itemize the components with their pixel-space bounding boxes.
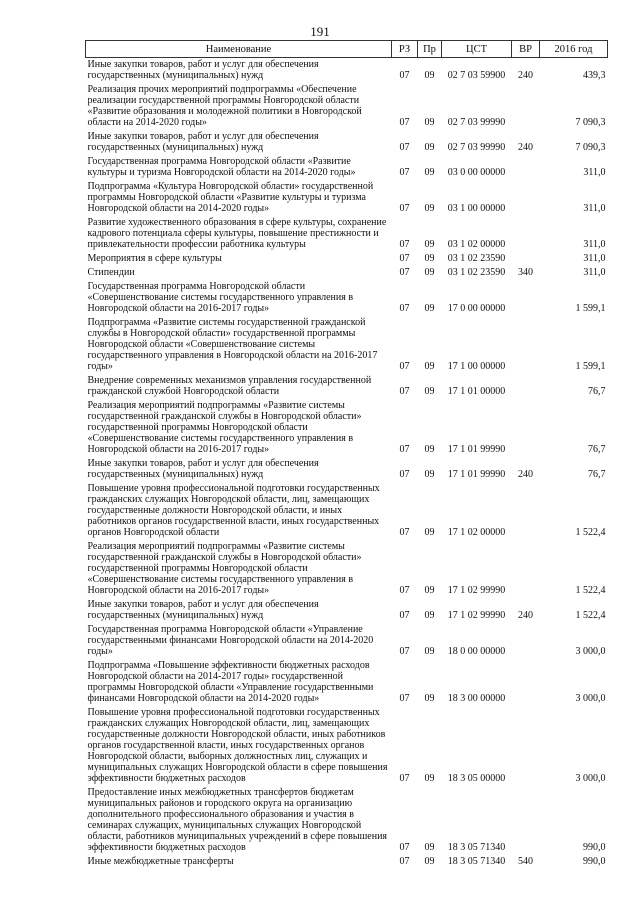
table-row	[86, 659, 608, 706]
row-amount: 76,7	[588, 444, 606, 455]
row-amount: 3 000,0	[575, 646, 606, 657]
table-row	[86, 623, 608, 659]
row-vr	[512, 706, 540, 786]
row-amount: 1 599,1	[575, 361, 606, 372]
row-cst: 03 1 02 00000	[447, 239, 506, 250]
header-cst: ЦСТ	[442, 41, 512, 58]
page-number: 191	[310, 24, 330, 39]
row-cst: 17 1 01 99990	[447, 444, 506, 455]
table-row	[86, 540, 608, 598]
row-cst: 18 3 05 71340	[447, 856, 506, 867]
row-vr	[512, 316, 540, 374]
row-cst: 17 1 02 99990	[447, 585, 506, 596]
row-amount: 76,7	[588, 469, 606, 480]
row-name: Иные закупки товаров, работ и услуг для обеспечения государственных (муниципальных) нужд	[87, 458, 319, 480]
row-cst: 02 7 03 99990	[447, 117, 506, 128]
table-row	[86, 83, 608, 130]
row-amount: 311,0	[583, 167, 606, 178]
row-pr: 09	[424, 267, 435, 278]
row-pr: 09	[424, 117, 435, 128]
row-rz: 07	[399, 610, 410, 621]
row-rz: 07	[399, 203, 410, 214]
table-row	[86, 786, 608, 855]
row-amount: 1 522,4	[575, 610, 606, 621]
row-cst: 17 1 01 99990	[447, 469, 506, 480]
row-pr: 09	[424, 646, 435, 657]
row-cst: 17 1 02 99990	[447, 610, 506, 621]
row-pr: 09	[424, 693, 435, 704]
row-pr: 09	[424, 303, 435, 314]
row-vr	[512, 623, 540, 659]
row-amount: 3 000,0	[575, 693, 606, 704]
row-vr	[512, 252, 540, 266]
table-row	[86, 706, 608, 786]
row-pr: 09	[424, 444, 435, 455]
table-row	[86, 130, 608, 155]
row-cst: 17 1 00 00000	[447, 361, 506, 372]
table-row	[86, 598, 608, 623]
row-cst: 17 1 02 00000	[447, 527, 506, 538]
row-name: Иные закупки товаров, работ и услуг для обеспечения государственных (муниципальных) нужд	[87, 599, 319, 621]
row-amount: 7 090,3	[575, 117, 606, 128]
row-pr: 09	[424, 610, 435, 621]
table-row	[86, 374, 608, 399]
row-cst: 18 0 00 00000	[447, 646, 506, 657]
row-vr	[512, 399, 540, 457]
row-vr: 240	[518, 70, 533, 81]
row-name: Развитие художественного образования в сфере культуры, сохранение кадрового потенциала сферы культуры, повышение престижности и привлекательности профессии работника культуры	[87, 217, 387, 250]
row-name: Повышение уровня профессиональной подготовки государственных гражданских служащих Новгородской области, лиц, замещающих государственные должности Новгородской области, иных работников органов государственной власти, иных государственных органов Новгородской области, выборных должностных лиц, служащих и муниципальных служащих Новгородской области в сфере повышения эффективности бюджетных расходов	[87, 707, 388, 784]
row-amount: 7 090,3	[575, 142, 606, 153]
row-cst: 03 1 00 00000	[447, 203, 506, 214]
row-name: Государственная программа Новгородской области «Развитие культуры и туризма Новгородской области на 2014-2020 годы»	[87, 156, 356, 178]
table-row	[86, 216, 608, 252]
row-name: Внедрение современных механизмов управления государственной гражданской службой Новгородской области	[87, 375, 372, 397]
row-name: Подпрограмма «Повышение эффективности бюджетных расходов Новгородской области на 2014-2017 годы» государственной программы Новгородской области «Управление государственными финансами Новгородской области на 2014-2020 годы»	[87, 660, 374, 704]
row-name: Иные межбюджетные трансферты	[87, 856, 234, 867]
row-rz: 07	[399, 167, 410, 178]
row-vr	[512, 374, 540, 399]
row-name: Повышение уровня профессиональной подготовки государственных гражданских служащих Новгородской области, лиц, замещающих государственные должности Новгородской области, и иных работников органов государственной власти, иных государственных органов Новгородской области	[87, 483, 380, 538]
row-cst: 17 1 01 00000	[447, 386, 506, 397]
row-pr: 09	[424, 253, 435, 264]
header-rz: РЗ	[392, 41, 418, 58]
row-rz: 07	[399, 142, 410, 153]
row-pr: 09	[424, 142, 435, 153]
row-vr: 340	[518, 267, 533, 278]
row-pr: 09	[424, 386, 435, 397]
row-rz: 07	[399, 773, 410, 784]
table-row	[86, 280, 608, 316]
row-pr: 09	[424, 167, 435, 178]
row-vr: 240	[518, 610, 533, 621]
header-pr: Пр	[418, 41, 442, 58]
row-cst: 17 0 00 00000	[447, 303, 506, 314]
row-cst: 03 0 00 00000	[447, 167, 506, 178]
row-rz: 07	[399, 253, 410, 264]
row-rz: 07	[399, 527, 410, 538]
row-name: Иные закупки товаров, работ и услуг для обеспечения государственных (муниципальных) нужд	[87, 131, 319, 153]
row-vr	[512, 180, 540, 216]
row-name: Реализация прочих мероприятий подпрограммы «Обеспечение реализации государственной программы Новгородской области «Развитие образования и молодежной политики в Новгородской области на 2014-2020 годы»	[87, 84, 362, 128]
row-name: Государственная программа Новгородской области «Совершенствование системы государственного управления в Новгородской области на 2016-2017 годы»	[87, 281, 354, 314]
row-rz: 07	[399, 646, 410, 657]
row-amount: 3 000,0	[575, 773, 606, 784]
row-rz: 07	[399, 469, 410, 480]
row-vr	[512, 659, 540, 706]
row-vr	[512, 216, 540, 252]
row-rz: 07	[399, 361, 410, 372]
header-year: 2016 год	[540, 41, 608, 58]
row-rz: 07	[399, 693, 410, 704]
row-amount: 311,0	[583, 267, 606, 278]
row-amount: 990,0	[583, 856, 606, 867]
row-rz: 07	[399, 70, 410, 81]
row-name: Подпрограмма «Культура Новгородской области» государственной программы Новгородской области «Развитие культуры и туризма Новгородской области на 2014-2020 годы»	[87, 181, 374, 214]
row-amount: 1 522,4	[575, 585, 606, 596]
row-pr: 09	[424, 585, 435, 596]
row-cst: 18 3 00 00000	[447, 693, 506, 704]
row-name: Подпрограмма «Развитие системы государственной гражданской службы в Новгородской области» государственной программы Новгородской области «Совершенствование системы государственного управления в Новгородской области на 2016-2017 годы»	[87, 317, 378, 372]
row-vr	[512, 482, 540, 540]
table-row	[86, 266, 608, 280]
row-vr	[512, 540, 540, 598]
row-name: Мероприятия в сфере культуры	[87, 253, 222, 264]
row-pr: 09	[424, 773, 435, 784]
table-row	[86, 399, 608, 457]
row-pr: 09	[424, 842, 435, 853]
table-row	[86, 252, 608, 266]
row-amount: 311,0	[583, 203, 606, 214]
row-vr: 240	[518, 469, 533, 480]
row-pr: 09	[424, 203, 435, 214]
row-cst: 02 7 03 59900	[447, 70, 506, 81]
row-cst: 02 7 03 99990	[447, 142, 506, 153]
row-cst: 03 1 02 23590	[447, 253, 506, 264]
table-header-row	[86, 41, 608, 58]
row-rz: 07	[399, 386, 410, 397]
row-amount: 1 522,4	[575, 527, 606, 538]
row-amount: 76,7	[588, 386, 606, 397]
row-name: Реализация мероприятий подпрограммы «Развитие системы государственной гражданской службы в Новгородской области» государственной программы Новгородской области «Совершенствование системы государственного управления в Новгородской области на 2016-2017 годы»	[87, 541, 362, 596]
row-name: Реализация мероприятий подпрограммы «Развитие системы государственной гражданской службы в Новгородской области» государственной программы Новгородской области «Совершенствование системы государственного управления в Новгородской области на 2016-2017 годы»	[87, 400, 362, 455]
header-name: Наименование	[86, 41, 392, 58]
header-vr: ВР	[512, 41, 540, 58]
row-amount: 439,3	[583, 70, 606, 81]
row-rz: 07	[399, 585, 410, 596]
row-name: Иные закупки товаров, работ и услуг для обеспечения государственных (муниципальных) нужд	[87, 59, 319, 81]
table-row	[86, 316, 608, 374]
row-cst: 18 3 05 00000	[447, 773, 506, 784]
row-rz: 07	[399, 856, 410, 867]
table-row	[86, 180, 608, 216]
row-rz: 07	[399, 117, 410, 128]
row-cst: 18 3 05 71340	[447, 842, 506, 853]
row-pr: 09	[424, 70, 435, 81]
row-name: Предоставление иных межбюджетных трансфертов бюджетам муниципальных районов и городского округа на организацию дополнительного профессионального образования и участия в семинарах служащих, муниципальных служащих Новгородской области, работников муниципальных учреждений в сфере повышения эффективности бюджетных расходов	[87, 787, 388, 853]
row-rz: 07	[399, 303, 410, 314]
row-rz: 07	[399, 842, 410, 853]
table-row	[86, 58, 608, 84]
row-pr: 09	[424, 469, 435, 480]
row-vr	[512, 83, 540, 130]
row-rz: 07	[399, 267, 410, 278]
row-pr: 09	[424, 239, 435, 250]
row-vr	[512, 786, 540, 855]
row-rz: 07	[399, 239, 410, 250]
row-rz: 07	[399, 444, 410, 455]
budget-table	[85, 40, 608, 869]
row-pr: 09	[424, 856, 435, 867]
row-vr	[512, 280, 540, 316]
row-name: Государственная программа Новгородской области «Управление государственными финансами Новгородской области на 2014-2020 годы»	[87, 624, 374, 657]
row-amount: 311,0	[583, 239, 606, 250]
table-row	[86, 482, 608, 540]
row-pr: 09	[424, 361, 435, 372]
row-name: Стипендии	[87, 267, 135, 278]
row-cst: 03 1 02 23590	[447, 267, 506, 278]
row-vr: 240	[518, 142, 533, 153]
row-pr: 09	[424, 527, 435, 538]
table-row	[86, 457, 608, 482]
row-amount: 990,0	[583, 842, 606, 853]
row-amount: 311,0	[583, 253, 606, 264]
table-row	[86, 855, 608, 869]
table-row	[86, 155, 608, 180]
row-vr: 540	[518, 856, 533, 867]
row-amount: 1 599,1	[575, 303, 606, 314]
row-vr	[512, 155, 540, 180]
